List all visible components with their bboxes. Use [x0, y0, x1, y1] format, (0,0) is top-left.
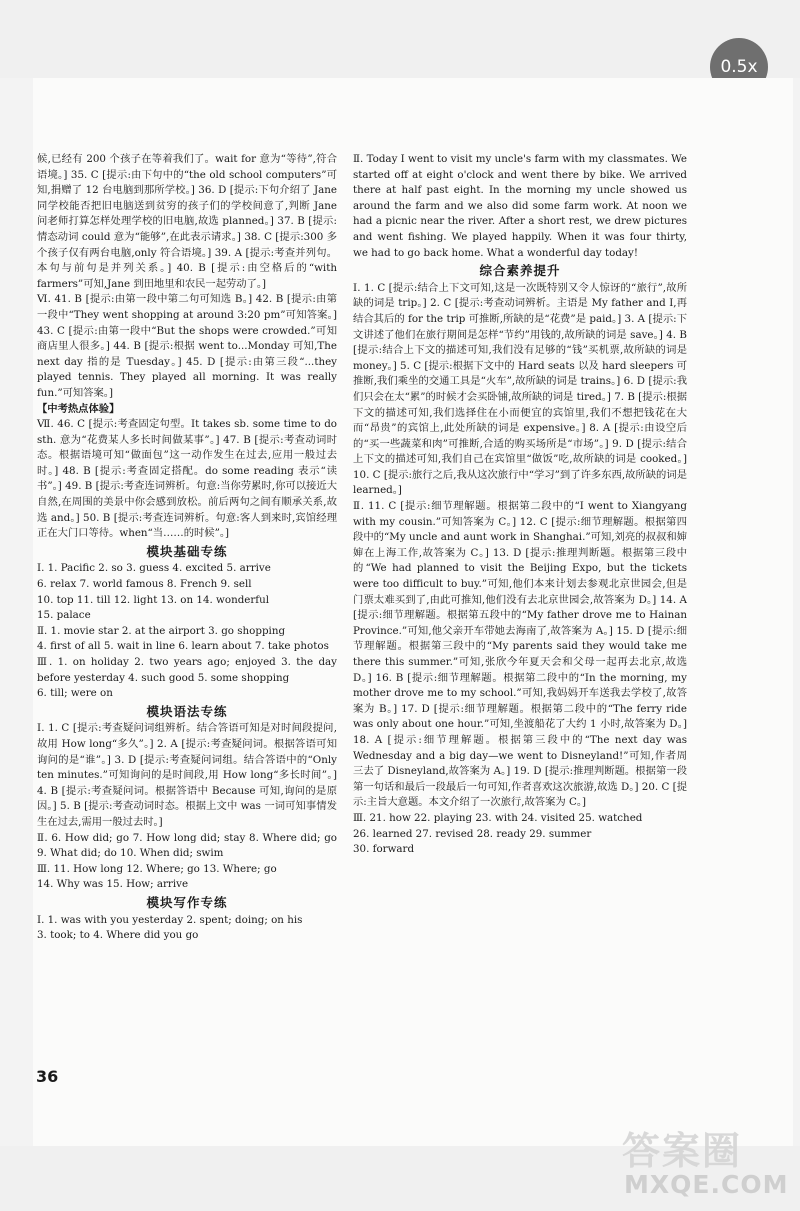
left-column	[37, 152, 337, 944]
answer-paragraph: Ⅵ. 41. B [提示:由第一段中第二句可知选 B。] 42. B [提示:由第一段中“They went shopping at around 3:20 pm”可知答案。] 43. C [提示:由第一段中“But the shops were crowded.”可知商店里人很多。] 44. B [提示:根据 went to...Monday 可知,The next day 指的是 Tuesday。] 45. D [提示:由第三段“...they played tennis. They played all morning. It was really fun.”可知答案。]	[37, 293, 337, 399]
answer-line: 10. top 11. till 12. light 13. on 14. wonderful	[37, 593, 270, 606]
section-title: 综合素养提升	[479, 263, 561, 279]
viewer-top-bar	[0, 0, 800, 78]
answer-line: 14. Why was 15. How; arrive	[37, 878, 189, 891]
answer-paragraph: 候,已经有 200 个孩子在等着我们了。wait for 意为“等待”,符合语境。] 35. C [提示:由下句中的“the old school computers”可知,捐赠了 12 台电脑到那所学校。] 36. D [提示:下句介绍了 Jane 同学校能否把旧电脑送到贫穷的孩子们的学校间意了,判断 Jane 问老师打算怎样处理学校的旧电脑,故选 planned。] 37. B [提示:情态动词 could 意为“能够”,在此表示请求。] 38. C [提示:300 多个孩子仅有两台电脑,only 符合语境。] 39. A [提示:考查并列句。本句与前句是并列关系。] 40. B [提示:由空格后的“with farmers”可知,Jane 到田地里和农民一起劳动了。]	[37, 153, 337, 290]
answer-paragraph: Ⅰ. 1. C [提示:考查疑问词组辨析。结合答语可知是对时间段提问,故用 How long“多久”。] 2. A [提示:考查疑问词。根据答语可知询问的是“谁”。] 3. D [提示:考查疑问词组。结合答语中的“Only ten minutes.”可知询问的是时间段,用 How long“多长时间”。] 4. B [提示:考查疑问词。根据答语中 Because 可知,询问的是原因。] 5. B [提示:考查动词时态。根据上文中 was 一词可知事情发生在过去,需用一般过去时。]	[37, 722, 337, 828]
answer-line: 4. first of all 5. wait in line 6. learn about 7. take photos	[37, 640, 329, 653]
watermark-url: MXQE.COM	[624, 1170, 789, 1199]
section-title: 模块基础专练	[146, 543, 228, 559]
right-column	[353, 152, 687, 858]
answer-line: 30. forward	[353, 843, 415, 856]
document-page	[33, 78, 793, 1146]
answer-paragraph: Ⅱ. 11. C [提示:细节理解题。根据第二段中的“I went to Xiangyang with my cousin.”可知答案为 C。] 12. C [提示:细节理解题。根据第四段中的“My uncle and aunt work in Shanghai.”可知,刘亮的叔叔和婶婶在上海工作,故答案为 C。] 13. D [提示:推理判断题。根据第三段中的“We had planned to visit the Beijing Expo, but the tickets were too difficult to buy.”可知,他们本来计划去参观北京世园会,但是门票太难买到了,由此可推知,他们没有去北京世园会,故答案为 D。] 14. A [提示:细节理解题。根据第五段中的“My father drove me to Hainan Province.”可知,他父亲开车带她去海南了,故答案为 A。] 15. D [提示:细节理解题。根据第三段中的“My parents said they would take me there this summer.”可知,张欣今年夏天会和父母一起再去北京,故选 D。] 16. B [提示:细节理解题。根据第二段中的“In the morning, my mother drove me to my school.”可知,我妈妈开车送我去学校了,故答案为 B。] 17. D [提示:细节理解题。根据第二段中的“The ferry ride was only about one hour.”可知,坐渡船花了大约 1 小时,故答案为 D。] 18. A [提示:细节理解题。根据第三段中的“The next day was Wednesday and a big day—we went to Disneyland!”可知,作者周三去了 Disneyland,故答案为 A。] 19. D [提示:推理判断题。根据第一段第一句话和最后一段最后一句可知,作者喜欢这次旅游,故选 D。] 20. C [提示:主旨大意题。本文介绍了一次旅行,故答案为 C。]	[353, 500, 687, 809]
answer-line: Ⅰ. 1. Pacific 2. so 3. guess 4. excited 5. arrive	[37, 562, 271, 575]
answer-line: Ⅲ. 1. on holiday 2. two years ago; enjoyed 3. the day before yesterday 4. such good 5. some shopping	[37, 656, 337, 684]
answer-line: 15. palace	[37, 609, 91, 622]
answer-paragraph: Ⅰ. 1. C [提示:结合上下文可知,这是一次既特别又令人惊讶的“旅行”,故所缺的词是 trip。] 2. C [提示:考查动词辨析。主语是 My father and I,再结合其后的 for the trip 可推断,所缺的是“花费”是 paid。] 3. A [提示:下文讲述了他们在旅行期间是怎样“节约”用钱的,故所缺的词是 save。] 4. B [提示:结合上下文的描述可知,我们没有足够的“钱”买机票,故所缺的词是 money。] 5. C [提示:根据下文中的 Hard seats 以及 hard sleepers 可推断,我们乘坐的交通工具是“火车”,故所缺的词是 trains。] 6. D [提示:我们只会在太“累”的时候才会买卧铺,故所缺的词是 tired。] 7. B [提示:根据下文的描述可知,我们选择住在小而便宜的宾馆里,我们不想把钱花在大而“昂贵”的宾馆上,此处所缺的词是 expensive。] 8. A [提示:由设空后的“买一些蔬菜和肉”可推断,合适的购买场所是“市场”。] 9. D [提示:结合上下文的描述可知,我们自己在宾馆里“做饭”吃,故所缺的词是 cooked。] 10. C [提示:旅行之后,我从这次旅行中“学习”到了许多东西,故所缺的词是 learned。]	[353, 281, 687, 497]
answer-line: 6. relax 7. world famous 8. French 9. sell	[37, 578, 252, 591]
exam-hotspot-heading: 【中考热点体验】	[37, 402, 120, 415]
zoom-level-badge[interactable]: 0.5x	[710, 38, 768, 96]
answer-line: 26. learned 27. revised 28. ready 29. summer	[353, 827, 592, 840]
writing-sample-paragraph: Ⅱ. Today I went to visit my uncle's farm with my classmates. We started off at eight o'clock and went there by bike. We arrived there at half past eight. In the morning my uncle showed us around the farm and we also did some farm work. At noon we had a picnic near the river. After a short rest, we drew pictures and went fishing. We played happily. When it was four thirty, we had to go back home. What a wonderful day today!	[353, 153, 687, 259]
answer-line: 3. took; to 4. Where did you go	[37, 929, 199, 942]
answer-line: Ⅲ. 11. How long 12. Where; go 13. Where; go	[37, 862, 277, 875]
answer-line: 6. till; were on	[37, 687, 113, 700]
answer-line: Ⅲ. 21. how 22. playing 23. with 24. visited 25. watched	[353, 811, 643, 824]
answer-paragraph: Ⅶ. 46. C [提示:考查固定句型。It takes sb. some time to do sth. 意为“花费某人多长时间做某事”。] 47. B [提示:考查动词时态。根据语境可知“做面包”这一动作发生在过去,应用一般过去时。] 48. B [提示:考查固定搭配。do some reading 表示“读书”。] 49. B [提示:考查连词辨析。句意:当你劳累时,你可以接近大自然,在周围的美景中你会感到放松。前后两句之间有顺承关系,故选 and。] 50. B [提示:考查连词辨析。句意:客人到来时,宾馆经理正在大门口等待。when“当……的时候”。]	[37, 418, 337, 540]
answer-line: Ⅱ. 1. movie star 2. at the airport 3. go shopping	[37, 624, 286, 637]
page-number: 36	[36, 1067, 59, 1086]
section-title: 模块写作专练	[146, 894, 228, 910]
answer-line: Ⅰ. 1. was with you yesterday 2. spent; doing; on his	[37, 913, 303, 926]
answer-line: Ⅱ. 6. How did; go 7. How long did; stay 8. Where did; go 9. What did; do 10. When did; swim	[37, 831, 337, 860]
watermark-logo: 答案圈	[622, 1129, 743, 1173]
section-title: 模块语法专练	[146, 703, 228, 719]
